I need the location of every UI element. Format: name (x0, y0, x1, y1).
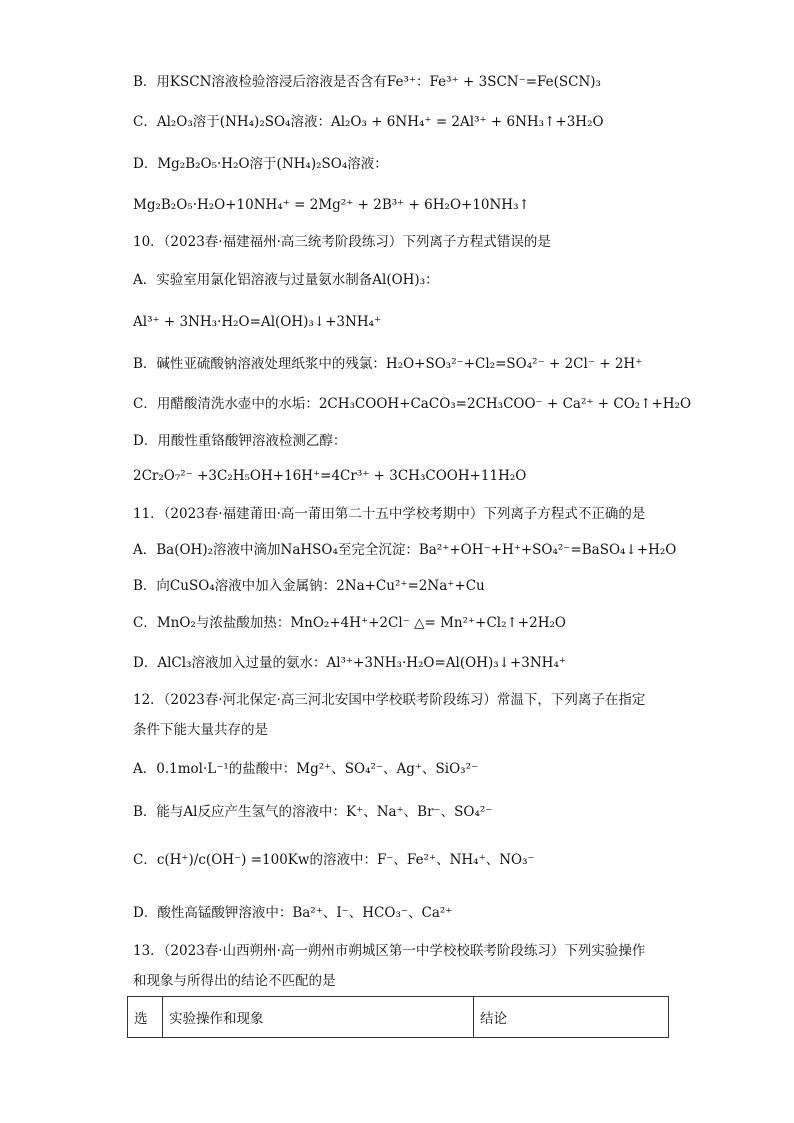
option-d-equation: Mg₂B₂O₅·H₂O+10NH₄⁺ = 2Mg²⁺ + 2B³⁺ + 6H₂O+10NH₃↑ (133, 197, 530, 213)
q12-option-d: D．酸性高锰酸钾溶液中：Ba²⁺、I⁻、HCO₃⁻、Ca²⁺ (133, 905, 453, 921)
q10-option-d: D．用酸性重铬酸钾溶液检测乙醇： (133, 433, 347, 449)
q11-option-d: D．AlCl₃溶液加入过量的氨水：Al³⁺+3NH₃·H₂O=Al(OH)₃↓+3NH₄⁺ (133, 655, 566, 671)
table-header-row (128, 997, 669, 1038)
question-12-title-cont: 条件下能大量共存的是 (133, 722, 268, 738)
question-11-title: 11．（2023春·福建莆田·高一莆田第二十五中学校考期中）下列离子方程式不正确的是 (133, 506, 646, 522)
question-13-title: 13．（2023春·山西朔州·高一朔州市朔城区第一中学校校联考阶段练习）下列实验操作 (133, 943, 646, 959)
q10-option-a: A．实验室用氯化铝溶液与过量氨水制备Al(OH)₃： (133, 272, 439, 288)
question-10-title: 10．（2023春·福建福州·高三统考阶段练习）下列离子方程式错误的是 (133, 234, 551, 250)
q11-option-a: A．Ba(OH)₂溶液中滴加NaHSO₄至完全沉淀：Ba²⁺+OH⁻+H⁺+SO₄²⁻=BaSO₄↓+H₂O (133, 542, 677, 558)
table-header-cell: 实验操作和现象 (163, 997, 474, 1038)
q12-option-b: B．能与Al反应产生氢气的溶液中：K⁺、Na⁺、Br⁻、SO₄²⁻ (133, 804, 493, 820)
question-13-title-cont: 和现象与所得出的结论不匹配的是 (133, 973, 336, 989)
option-c-al2o3: C．Al₂O₃溶于(NH₄)₂SO₄溶液：Al₂O₃ + 6NH₄⁺ = 2Al³⁺ + 6NH₃↑+3H₂O (133, 114, 604, 130)
option-d-mg2b2o5: D．Mg₂B₂O₅·H₂O溶于(NH₄)₂SO₄溶液： (133, 156, 388, 172)
option-b-kscn: B．用KSCN溶液检验溶浸后溶液是否含有Fe³⁺：Fe³⁺ + 3SCN⁻=Fe(SCN)₃ (133, 74, 601, 90)
table-header-cell: 结论 (474, 997, 669, 1038)
question-12-title: 12．（2023春·河北保定·高三河北安国中学校联考阶段练习）常温下，下列离子在指定 (133, 692, 646, 708)
q12-option-a: A．0.1mol·L⁻¹的盐酸中：Mg²⁺、SO₄²⁻、Ag⁺、SiO₃²⁻ (133, 761, 479, 777)
q11-option-c: C．MnO₂与浓盐酸加热：MnO₂+4H⁺+2Cl⁻ △= Mn²⁺+Cl₂↑+2H₂O (133, 615, 566, 631)
q12-option-c: C．c(H⁺)/c(OH⁻) =100Kw的溶液中：F⁻、Fe²⁺、NH₄⁺、NO₃⁻ (133, 852, 535, 868)
q10-option-b: B．碱性亚硫酸钠溶液处理纸浆中的残氯：H₂O+SO₃²⁻+Cl₂=SO₄²⁻ + 2Cl⁻ + 2H⁺ (133, 356, 643, 372)
q10-option-d-equation: 2Cr₂O₇²⁻ +3C₂H₅OH+16H⁺=4Cr³⁺ + 3CH₃COOH+11H₂O (133, 468, 527, 484)
q10-option-a-equation: Al³⁺ + 3NH₃·H₂O=Al(OH)₃↓+3NH₄⁺ (133, 314, 382, 330)
q10-option-c: C．用醋酸清洗水壶中的水垢：2CH₃COOH+CaCO₃=2CH₃COO⁻ + Ca²⁺ + CO₂↑+H₂O (133, 396, 692, 412)
experiment-table (127, 996, 669, 1038)
q11-option-b: B．向CuSO₄溶液中加入金属钠：2Na+Cu²⁺=2Na⁺+Cu (133, 578, 485, 594)
table-header-cell: 选 (128, 997, 163, 1038)
